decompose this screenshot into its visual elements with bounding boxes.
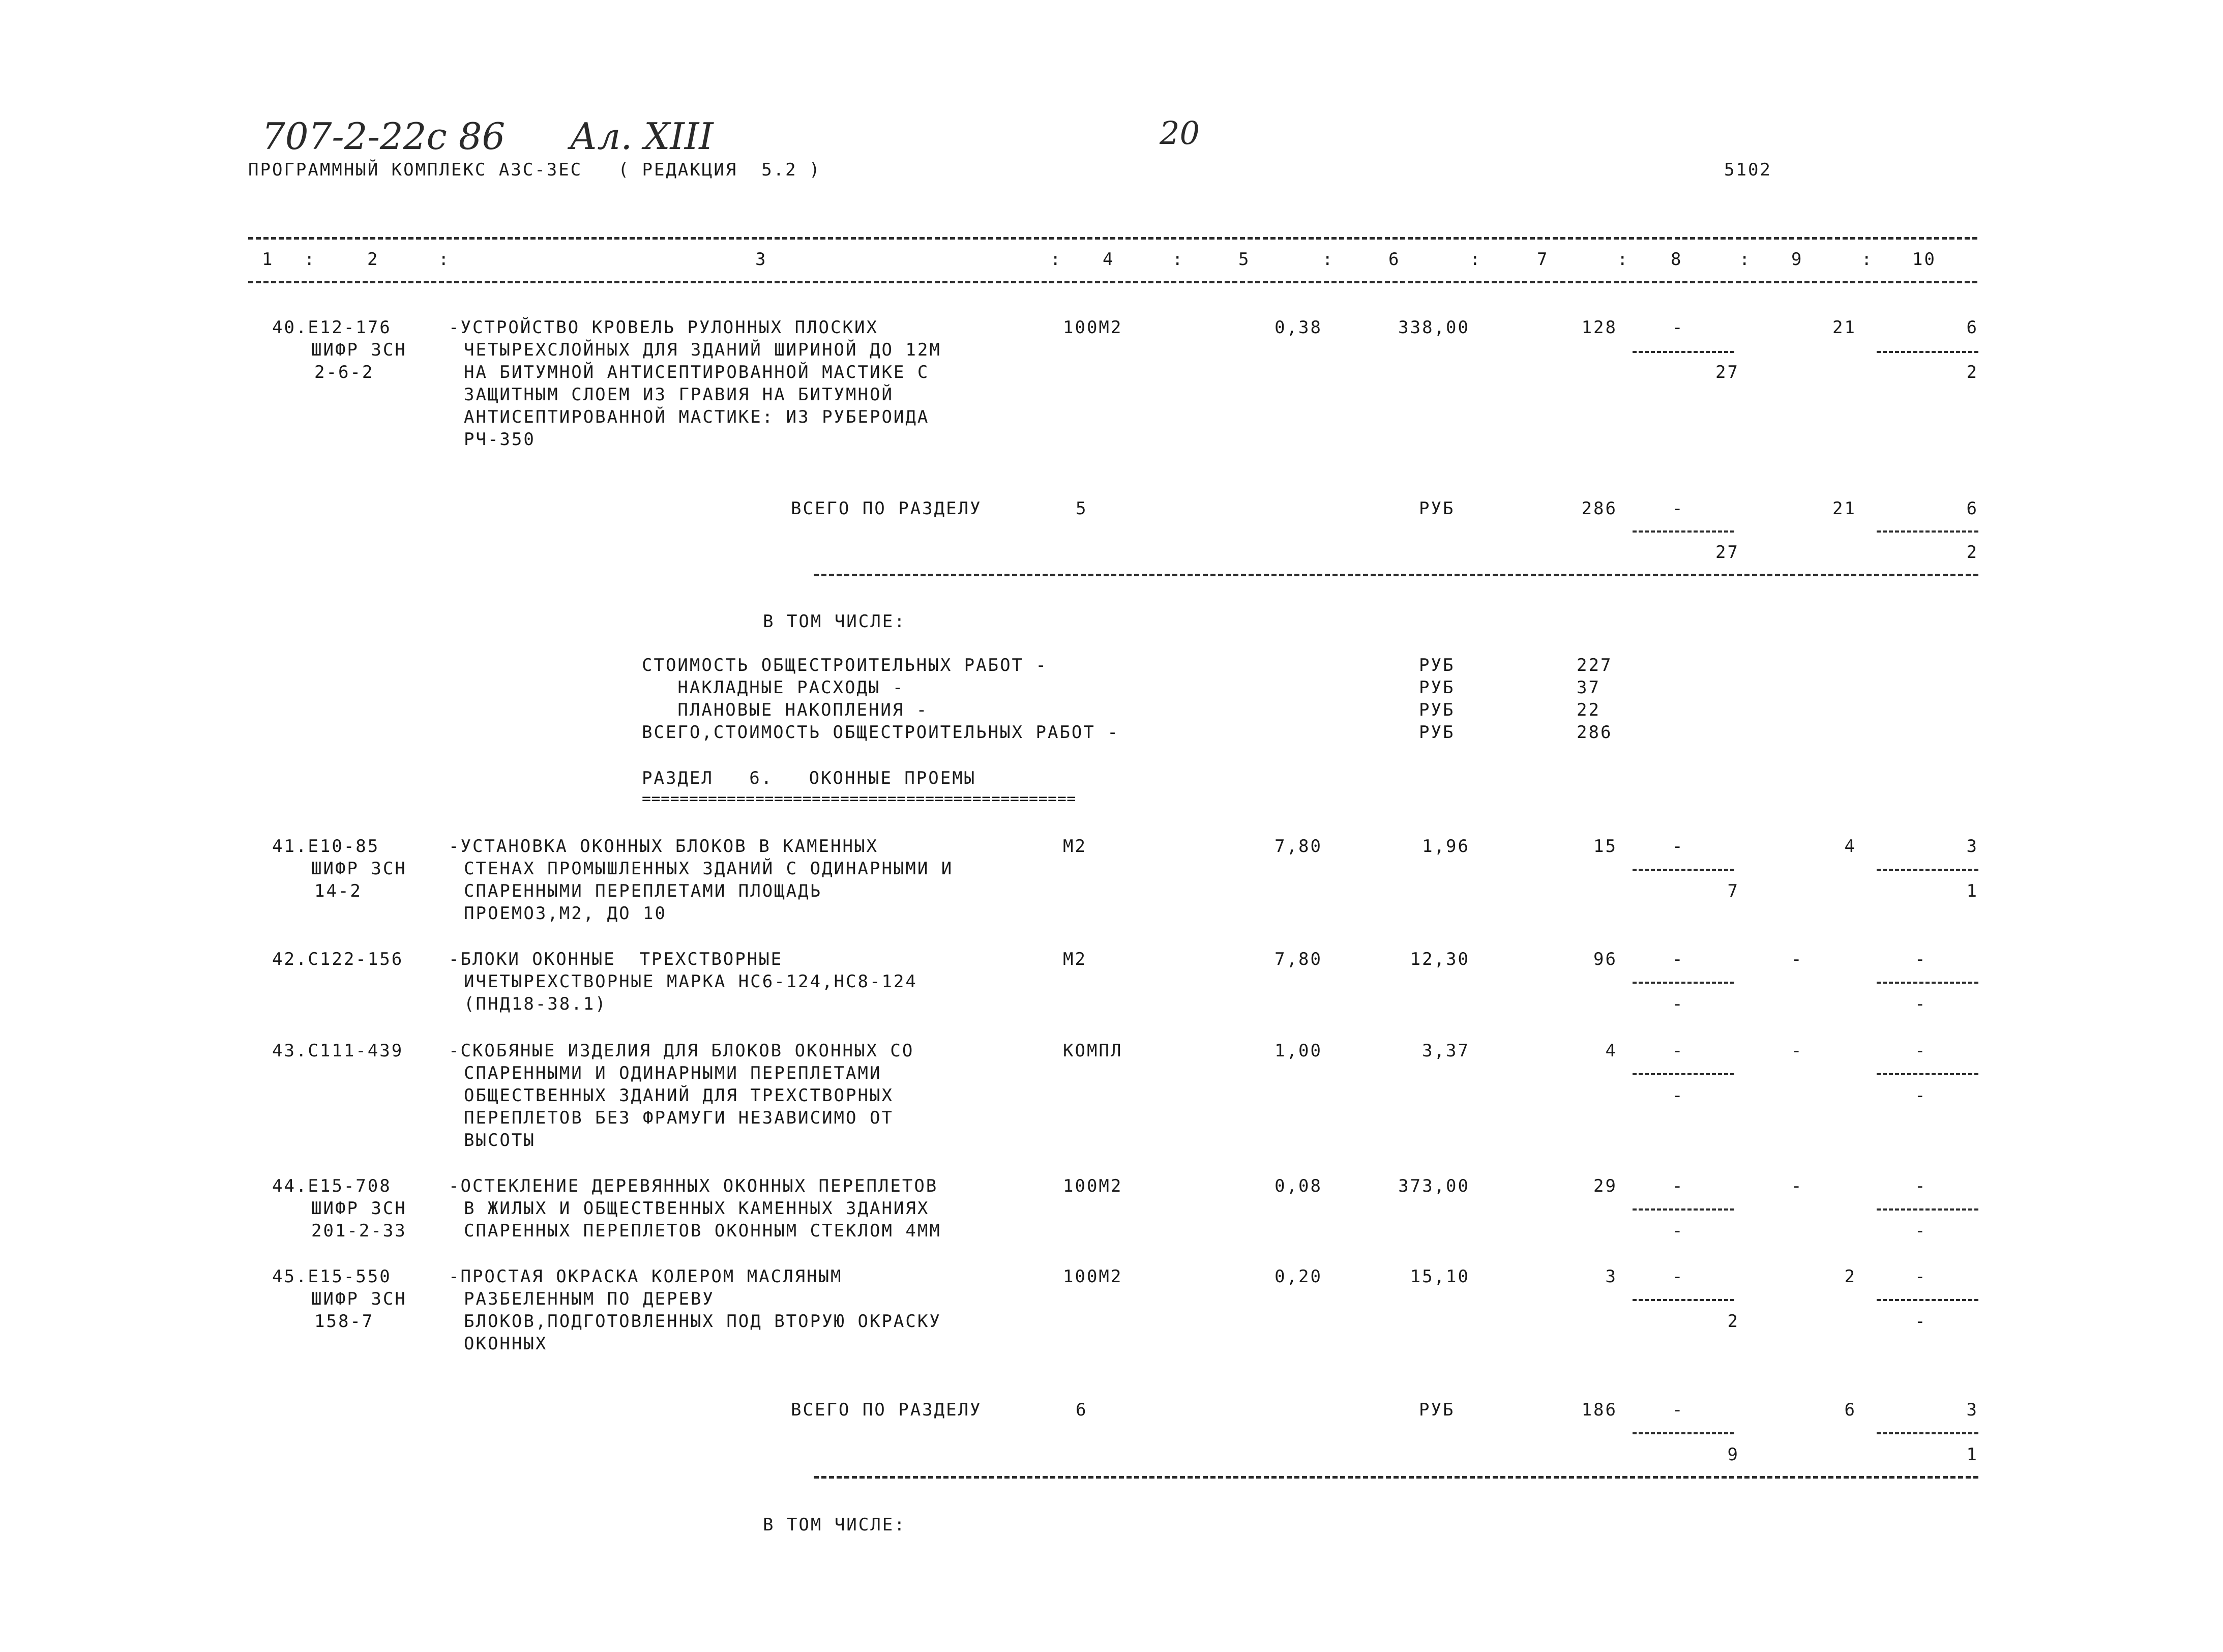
- total-col9: 21: [1832, 498, 1856, 519]
- row-total: 3: [1605, 1266, 1617, 1287]
- row-desc-line: ВЫСОТЫ: [464, 1130, 536, 1150]
- row-desc-line: СПАРЕННЫМИ ПЕРЕПЛЕТАМИ ПЛОЩАДЬ: [464, 881, 822, 901]
- row-desc-line: -БЛОКИ ОКОННЫЕ ТРЕХСТВОРНЫЕ: [449, 949, 783, 969]
- col-h-sep: :: [1617, 249, 1629, 270]
- row-col8-bottom: 27: [1715, 362, 1739, 382]
- col-h-sep: :: [1739, 249, 1752, 270]
- row-qty: 0,20: [1274, 1266, 1322, 1287]
- summary-value: 286: [1577, 722, 1613, 743]
- fraction-bar: [1633, 1073, 1734, 1075]
- row-col10-top: -: [1915, 949, 1927, 969]
- row-qty: 7,80: [1274, 949, 1322, 969]
- row-desc-line: СПАРЕННЫМИ И ОДИНАРНЫМИ ПЕРЕПЛЕТАМИ: [464, 1063, 882, 1083]
- row-code-line: 2-6-2: [314, 362, 374, 382]
- row-col9: -: [1791, 949, 1803, 969]
- row-price: 15,10: [1410, 1266, 1470, 1287]
- fraction-bar: [1877, 530, 1978, 533]
- col-h-6: 6: [1388, 249, 1401, 270]
- row-col9: 4: [1844, 836, 1856, 857]
- including-heading: В ТОМ ЧИСЛЕ:: [763, 1515, 906, 1535]
- row-col9: 2: [1844, 1266, 1856, 1287]
- total-col10-bottom: 2: [1966, 542, 1978, 563]
- row-price: 12,30: [1410, 949, 1470, 969]
- row-unit: 100М2: [1063, 317, 1123, 338]
- col-h-sep: :: [1050, 249, 1062, 270]
- row-code-line: 43.С111-439: [272, 1041, 404, 1061]
- handwritten-document-code: 707-2-22с 86: [262, 115, 506, 158]
- total-col10-bottom: 1: [1966, 1444, 1978, 1465]
- row-col8-bottom: -: [1672, 1221, 1684, 1241]
- total-col8-bottom: 27: [1715, 542, 1739, 563]
- section-heading: РАЗДЕЛ 6. ОКОННЫЕ ПРОЕМЫ: [642, 768, 976, 788]
- col-h-10: 10: [1912, 249, 1936, 270]
- row-qty: 1,00: [1274, 1041, 1322, 1061]
- summary-unit: РУБ: [1419, 722, 1455, 743]
- row-code-line: ШИФР ЗСН: [311, 1289, 407, 1309]
- row-desc-line: В ЖИЛЫХ И ОБЩЕСТВЕННЫХ КАМЕННЫХ ЗДАНИЯХ: [464, 1198, 930, 1219]
- row-price: 338,00: [1398, 317, 1470, 338]
- total-col9: 6: [1844, 1400, 1856, 1420]
- fraction-bar: [1633, 869, 1734, 871]
- total-col8-top: -: [1672, 498, 1684, 519]
- row-price: 3,37: [1422, 1041, 1470, 1061]
- summary-label: НАКЛАДНЫЕ РАСХОДЫ -: [642, 677, 905, 698]
- row-desc-line: БЛОКОВ,ПОДГОТОВЛЕННЫХ ПОД ВТОРУЮ ОКРАСКУ: [464, 1311, 941, 1332]
- row-desc-line: ЧЕТЫРЕХСЛОЙНЫХ ДЛЯ ЗДАНИЙ ШИРИНОЙ ДО 12М: [464, 340, 941, 360]
- col-h-4: 4: [1103, 249, 1115, 270]
- row-col10-top: 3: [1966, 836, 1978, 857]
- col-h-sep: :: [438, 249, 451, 270]
- col-h-sep: :: [1470, 249, 1482, 270]
- col-h-sep: :: [1861, 249, 1874, 270]
- fraction-bar: [1633, 1299, 1734, 1301]
- col-h-sep: :: [1172, 249, 1184, 270]
- row-qty: 0,38: [1274, 317, 1322, 338]
- row-col10-bottom: 1: [1966, 881, 1978, 901]
- row-code-line: 158-7: [314, 1311, 374, 1332]
- row-desc-line: НА БИТУМНОЙ АНТИСЕПТИРОВАННОЙ МАСТИКЕ С: [464, 362, 930, 382]
- row-col9: -: [1791, 1041, 1803, 1061]
- section-total-rule: [814, 574, 1978, 576]
- fraction-bar: [1633, 530, 1734, 533]
- row-code-line: ШИФР ЗСН: [311, 340, 407, 360]
- row-desc-line: -СКОБЯНЫЕ ИЗДЕЛИЯ ДЛЯ БЛОКОВ ОКОННЫХ СО: [449, 1041, 914, 1061]
- fraction-bar: [1633, 982, 1734, 984]
- row-desc-line: АНТИСЕПТИРОВАННОЙ МАСТИКЕ: ИЗ РУБЕРОИДА: [464, 407, 930, 427]
- col-h-9: 9: [1791, 249, 1803, 270]
- fraction-bar: [1633, 1432, 1734, 1434]
- row-desc-line: СПАРЕННЫХ ПЕРЕПЛЕТОВ ОКОННЫМ СТЕКЛОМ 4ММ: [464, 1221, 941, 1241]
- summary-value: 227: [1577, 655, 1613, 675]
- row-qty: 0,08: [1274, 1176, 1322, 1196]
- fraction-bar: [1633, 351, 1734, 353]
- document-code: 5102: [1724, 160, 1772, 180]
- row-unit: КОМПЛ: [1063, 1041, 1123, 1061]
- row-col8-top: -: [1672, 1176, 1684, 1196]
- row-total: 29: [1593, 1176, 1617, 1196]
- row-desc-line: СТЕНАХ ПРОМЫШЛЕННЫХ ЗДАНИЙ С ОДИНАРНЫМИ И: [464, 859, 954, 879]
- row-price: 373,00: [1398, 1176, 1470, 1196]
- program-header: ПРОГРАММНЫЙ КОМПЛЕКС АЗС-ЗЕС ( РЕДАКЦИЯ 5.2 ): [248, 160, 821, 180]
- row-col10-bottom: -: [1915, 994, 1927, 1014]
- row-code-line: 40.Е12-176: [272, 317, 392, 338]
- row-col9: -: [1791, 1176, 1803, 1196]
- row-code-line: 14-2: [314, 881, 362, 901]
- row-col8-top: -: [1672, 836, 1684, 857]
- summary-label: ВСЕГО,СТОИМОСТЬ ОБЩЕСТРОИТЕЛЬНЫХ РАБОТ -: [642, 722, 1119, 743]
- row-col10-top: 6: [1966, 317, 1978, 338]
- col-h-2: 2: [367, 249, 379, 270]
- row-col10-top: -: [1915, 1266, 1927, 1287]
- total-col10-top: 3: [1966, 1400, 1978, 1420]
- row-code-line: 42.С122-156: [272, 949, 404, 969]
- total-col8-top: -: [1672, 1400, 1684, 1420]
- row-col10-bottom: -: [1915, 1221, 1927, 1241]
- row-total: 15: [1593, 836, 1617, 857]
- summary-label: СТОИМОСТЬ ОБЩЕСТРОИТЕЛЬНЫХ РАБОТ -: [642, 655, 1048, 675]
- row-code-line: 201-2-33: [311, 1221, 407, 1241]
- fraction-bar: [1877, 1299, 1978, 1301]
- row-unit: 100М2: [1063, 1176, 1123, 1196]
- header-bottom-rule: [248, 281, 1977, 283]
- summary-label: ПЛАНОВЫЕ НАКОПЛЕНИЯ -: [642, 700, 929, 720]
- col-h-5: 5: [1238, 249, 1251, 270]
- section-total-rule: [814, 1476, 1978, 1479]
- row-col8-top: -: [1672, 1041, 1684, 1061]
- total-col10-top: 6: [1966, 498, 1978, 519]
- fraction-bar: [1633, 1208, 1734, 1211]
- row-col8-bottom: 7: [1727, 881, 1739, 901]
- row-col8-bottom: -: [1672, 994, 1684, 1014]
- row-code-line: 45.Е15-550: [272, 1266, 392, 1287]
- summary-value: 22: [1577, 700, 1600, 720]
- row-col10-top: -: [1915, 1176, 1927, 1196]
- row-col10-bottom: -: [1915, 1085, 1927, 1106]
- total-col8-bottom: 9: [1727, 1444, 1739, 1465]
- row-desc-line: ПРОЕМОЗ,М2, ДО 10: [464, 903, 667, 924]
- total-label: ВСЕГО ПО РАЗДЕЛУ: [791, 498, 982, 519]
- row-desc-line: -ОСТЕКЛЕНИЕ ДЕРЕВЯННЫХ ОКОННЫХ ПЕРЕПЛЕТОВ: [449, 1176, 938, 1196]
- row-desc-line: РЧ-350: [464, 429, 536, 450]
- total-unit: РУБ: [1419, 1400, 1455, 1420]
- row-unit: М2: [1063, 836, 1087, 857]
- row-code-line: 44.Е15-708: [272, 1176, 392, 1196]
- row-code-line: ШИФР ЗСН: [311, 859, 407, 879]
- total-section-number: 5: [1076, 498, 1088, 519]
- row-col8-top: -: [1672, 1266, 1684, 1287]
- fraction-bar: [1877, 1208, 1978, 1211]
- col-h-8: 8: [1671, 249, 1683, 270]
- including-heading: В ТОМ ЧИСЛЕ:: [763, 611, 906, 632]
- total-unit: РУБ: [1419, 498, 1455, 519]
- row-total: 4: [1605, 1041, 1617, 1061]
- handwritten-page-number: 20: [1160, 114, 1200, 152]
- row-col8-bottom: 2: [1727, 1311, 1739, 1332]
- col-h-1: 1: [262, 249, 274, 270]
- col-h-sep: :: [304, 249, 316, 270]
- fraction-bar: [1877, 869, 1978, 871]
- fraction-bar: [1877, 351, 1978, 353]
- row-desc-line: -УСТАНОВКА ОКОННЫХ БЛОКОВ В КАМЕННЫХ: [449, 836, 878, 857]
- row-desc-line: ЗАЩИТНЫМ СЛОЕМ ИЗ ГРАВИЯ НА БИТУМНОЙ: [464, 385, 894, 405]
- row-total: 128: [1581, 317, 1617, 338]
- row-code-line: 41.Е10-85: [272, 836, 380, 857]
- total-section-number: 6: [1076, 1400, 1088, 1420]
- summary-unit: РУБ: [1419, 677, 1455, 698]
- row-col8-top: -: [1672, 317, 1684, 338]
- col-h-7: 7: [1537, 249, 1549, 270]
- col-h-sep: :: [1322, 249, 1335, 270]
- row-col8-top: -: [1672, 949, 1684, 969]
- fraction-bar: [1877, 1432, 1978, 1434]
- row-desc-line: РАЗБЕЛЕННЫМ ПО ДЕРЕВУ: [464, 1289, 715, 1309]
- row-col8-bottom: -: [1672, 1085, 1684, 1106]
- row-total: 96: [1593, 949, 1617, 969]
- row-unit: 100М2: [1063, 1266, 1123, 1287]
- row-code-line: ШИФР ЗСН: [311, 1198, 407, 1219]
- fraction-bar: [1877, 982, 1978, 984]
- row-col10-top: -: [1915, 1041, 1927, 1061]
- summary-value: 37: [1577, 677, 1600, 698]
- row-desc-line: ОБЩЕСТВЕННЫХ ЗДАНИЙ ДЛЯ ТРЕХСТВОРНЫХ: [464, 1085, 894, 1106]
- total-value: 186: [1581, 1400, 1617, 1420]
- row-col10-bottom: -: [1915, 1311, 1927, 1332]
- total-value: 286: [1581, 498, 1617, 519]
- row-unit: М2: [1063, 949, 1087, 969]
- header-top-rule: [248, 237, 1977, 240]
- handwritten-sheet-number: Ал. XIII: [570, 115, 714, 158]
- fraction-bar: [1877, 1073, 1978, 1075]
- row-desc-line: ОКОННЫХ: [464, 1334, 548, 1354]
- row-col10-bottom: 2: [1966, 362, 1978, 382]
- row-desc-line: ИЧЕТЫРЕХСТВОРНЫЕ МАРКА НС6-124,НС8-124: [464, 971, 917, 992]
- col-h-3: 3: [755, 249, 767, 270]
- summary-unit: РУБ: [1419, 700, 1455, 720]
- row-col9: 21: [1832, 317, 1856, 338]
- row-qty: 7,80: [1274, 836, 1322, 857]
- summary-unit: РУБ: [1419, 655, 1455, 675]
- row-price: 1,96: [1422, 836, 1470, 857]
- total-label: ВСЕГО ПО РАЗДЕЛУ: [791, 1400, 982, 1420]
- row-desc-line: (ПНД18-38.1): [464, 994, 607, 1014]
- section-heading-rule: ==============================================: [642, 790, 1076, 808]
- row-desc-line: -УСТРОЙСТВО КРОВЕЛЬ РУЛОННЫХ ПЛОСКИХ: [449, 317, 878, 338]
- row-desc-line: -ПРОСТАЯ ОКРАСКА КОЛЕРОМ МАСЛЯНЫМ: [449, 1266, 843, 1287]
- row-desc-line: ПЕРЕПЛЕТОВ БЕЗ ФРАМУГИ НЕЗАВИСИМО ОТ: [464, 1108, 894, 1128]
